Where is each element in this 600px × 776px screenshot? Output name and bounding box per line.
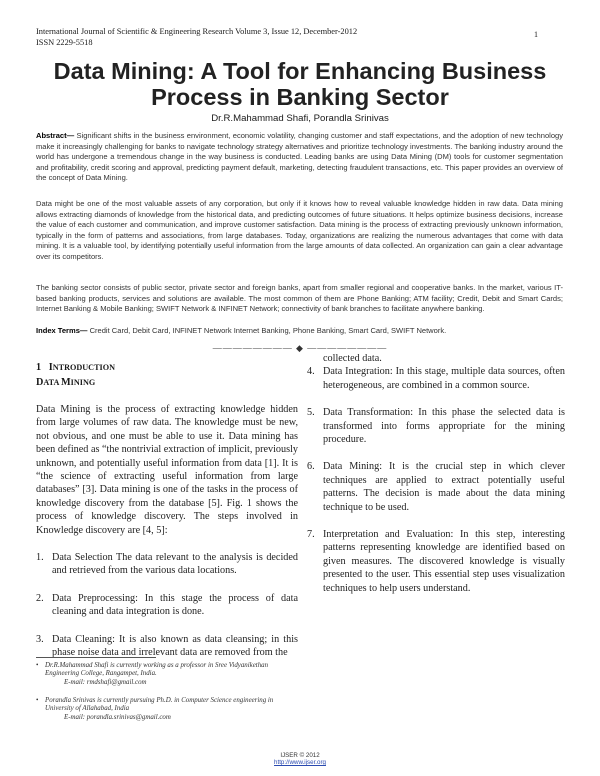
list-item	[36, 633, 298, 660]
footnote-bullet: •	[36, 662, 39, 669]
list-item	[307, 528, 565, 595]
list-text: Data Selection The data relevant to the analysis is decided and retrieved from the various data locations.	[52, 552, 298, 577]
footnote-text: Porandla Srinivas is currently pursuing Ph.D. in Computer Science engineering in University of Allahabad, India	[45, 697, 274, 713]
list-text: Data Integration: In this stage, multiple data sources, often heterogeneous, are combined in a common source.	[323, 366, 565, 391]
list-text: Data Preprocessing: In this stage the process of data cleaning and data integration is done.	[52, 592, 298, 618]
copyright: IJSER © 2012	[280, 752, 320, 759]
journal-link[interactable]: http://www.ijser.org	[274, 759, 326, 767]
subsection-initial-2: M	[61, 377, 71, 388]
abstract-text-1: Significant shifts in the business environment, economic volatility, changing customer and staff expectations, and the adoption of new technology make it increasingly challenging for banks to navigate technology strategy alternatives and prioritize technology investments. The banking industry around the world has undergone a tremendous change in the way business is conducted. Leading banks are using Data Mining (DM) tools for customer segmentation and profitability, credit scoring and approval, predicting payment default, marketing, detecting fraudulent transactions, etc. This paper provides an overview of the concept of Data Mining.	[36, 131, 563, 183]
list-text: Interpretation and Evaluation: In this step, interesting patterns representing knowledge are identified based on given measures. The discovered knowledge is visually presented to the user. This essential step uses visualization techniques to help users understand.	[323, 529, 565, 594]
list-item	[36, 551, 298, 578]
footnote-bullet: •	[36, 697, 39, 704]
list-number: 4.	[307, 366, 315, 378]
intro-paragraph: Data Mining is the process of extracting knowledge hidden from large volumes of raw data. The knowledge must be new, not obvious, and one must be able to use it. Data mining has been defined as “the nontrivial extraction of implicit, previously unknown, and potentially useful information from data [1]. It is “the science of extracting useful information from large databases” [3]. Data mining is one of the tasks in the process of knowledge discovery from the database [5]. Fig. 1 shows the process of knowledge discovery. The steps involved in Knowledge discovery are [4, 5]:	[36, 404, 298, 536]
section-heading	[36, 362, 115, 373]
footnote-2	[36, 697, 286, 722]
page-footer	[0, 752, 600, 767]
subsection-rest-1: ATA	[43, 378, 62, 387]
right-column	[307, 352, 565, 595]
list-number: 7.	[307, 529, 315, 541]
left-column	[36, 403, 298, 660]
list-item	[36, 592, 298, 619]
list-number: 6.	[307, 461, 315, 473]
abstract-paragraph-3: The banking sector consists of public sector, private sector and foreign banks, apart from smaller regional and cooperative banks. In the market, various IT-based banking products, services and solutions are available. The most common of them are Phone Banking; ATM facility; Credit, Debit and Smart Cards; Internet Banking & Mobile Banking; SWIFT Network & INFINET Network; connectivity of bank branches to facilitate anywhere banking.	[36, 283, 563, 314]
list-item	[307, 460, 565, 514]
paper-title: Data Mining: A Tool for Enhancing Business Process in Banking Sector	[53, 58, 547, 110]
list-item	[307, 406, 565, 446]
list-number: 2.	[36, 592, 44, 604]
footnote-email: E-mail: rmdshafi@gmail.com	[64, 678, 147, 686]
list-number: 5.	[307, 407, 315, 419]
list-text: Data Mining: It is the crucial step in which clever techniques are applied to extract potentially useful patterns. The decision is made about the data mining technique to be used.	[323, 461, 565, 513]
section-title-initial: I	[48, 362, 53, 373]
abstract-paragraph-2: Data might be one of the most valuable assets of any corporation, but only if it knows how to reveal valuable knowledge hidden in raw data. Data mining allows extracting diamonds of knowledge from the historical data, and predicting outcomes of future situations. It helps optimize business decisions, increase the value of each customer and communication, and improve customer satisfaction. Data mining is the process of extracting previously unknown information, typically in the form of patterns and associations, from large databases. Today, organizations are realizing the numerous advantages that come with data mining. It is a valuable tool, by identifying potentially useful information from the large amounts of data collected. An organization can gain a clear advantage over its competitors.	[36, 199, 563, 261]
list-number: 3.	[36, 633, 44, 645]
list-text: Data Cleaning: It is also known as data cleansing; in this phase noise data and irrelevant data are removed from the	[52, 633, 298, 659]
list-item	[307, 365, 565, 392]
footnote-email: E-mail: porandla.srinivas@gmail.com	[64, 713, 171, 721]
section-divider: ———————— ◆ ————————	[212, 343, 388, 353]
subsection-initial-1: D	[36, 377, 44, 388]
list-number: 1.	[36, 552, 44, 564]
issn: ISSN 2229-5518	[36, 37, 93, 47]
index-terms-label: Index Terms—	[36, 326, 88, 335]
page-number: 1	[534, 30, 538, 39]
section-title-rest: NTRODUCTION	[52, 363, 116, 372]
paper-authors: Dr.R.Mahammad Shafi, Porandla Srinivas	[211, 113, 389, 124]
footnote-text: Dr.R.Mahammad Shafi is currently working as a professor in Sree Vidyanikethan Engineering College, Rangampet, India.	[45, 662, 269, 678]
running-header	[36, 27, 357, 48]
section-number: 1	[36, 362, 42, 373]
abstract-label: Abstract—	[36, 131, 75, 140]
index-terms-text: Credit Card, Debit Card, INFINET Network Internet Banking, Phone Banking, Smart Card, SWIFT Network.	[89, 326, 447, 335]
journal-name: International Journal of Scientific & Engineering Research Volume 3, Issue 12, December-2012	[36, 27, 358, 36]
subsection-rest-2: INING	[70, 378, 96, 387]
subsection-heading	[36, 377, 95, 388]
list-text: Data Transformation: In this phase the selected data is transformed into forms appropriate for the mining procedure.	[323, 407, 565, 446]
footnote-rule	[36, 657, 156, 658]
index-terms	[36, 326, 563, 337]
abstract-paragraph-1	[36, 131, 563, 184]
footnote-1	[36, 662, 286, 687]
list-continuation: collected data.	[323, 353, 382, 364]
